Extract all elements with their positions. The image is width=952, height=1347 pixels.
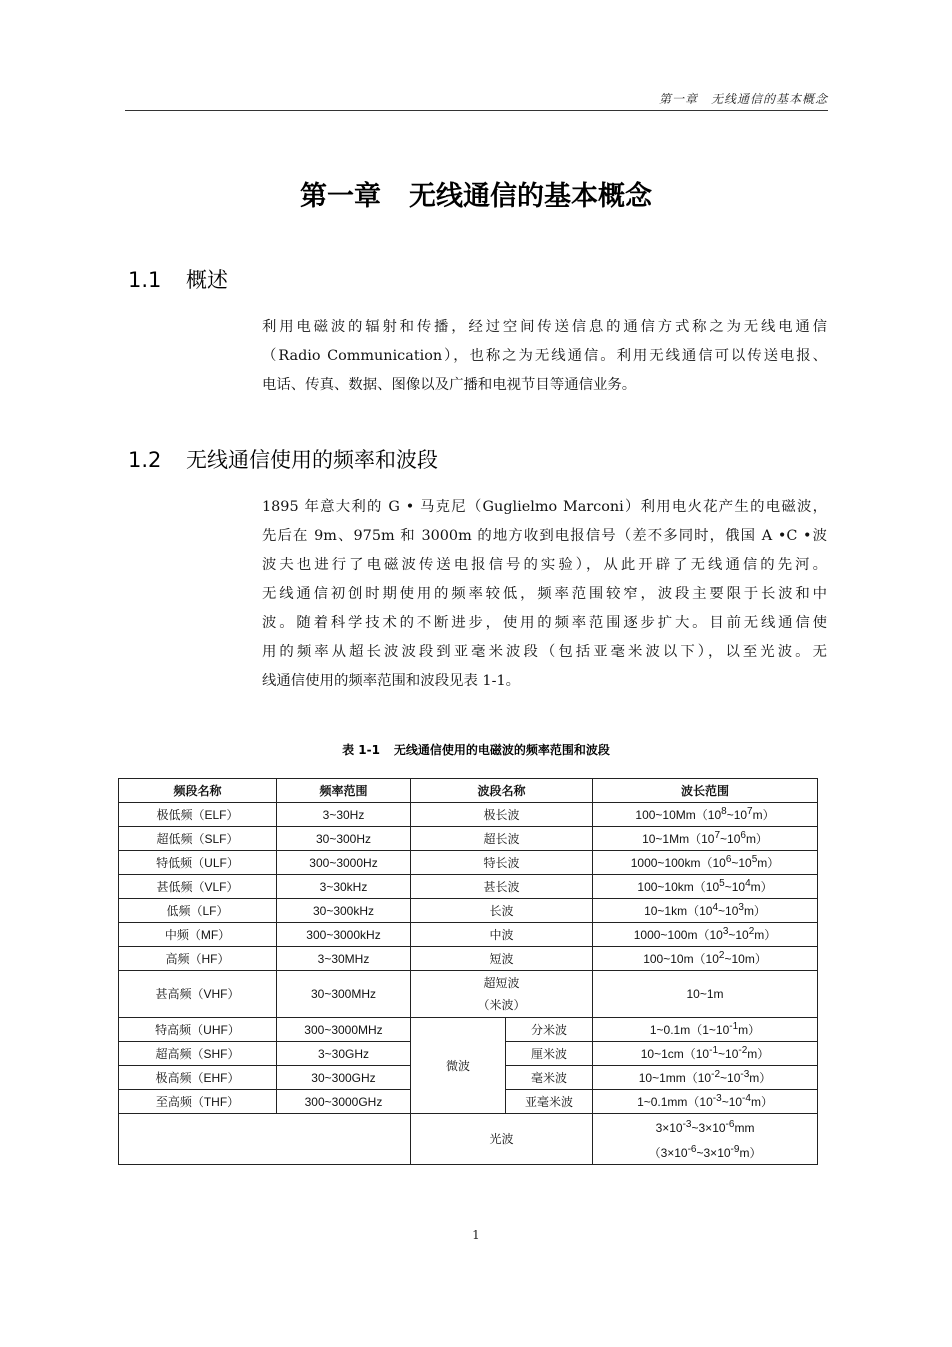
header-wave-band: 波段名称: [411, 779, 593, 803]
cell-frequency: 300~3000GHz: [277, 1090, 411, 1114]
paragraph-overview: [262, 313, 827, 400]
cell-frequency: 30~300MHz: [277, 971, 411, 1018]
cell-wave-band: 短波: [411, 947, 593, 971]
cell-frequency: 3~30GHz: [277, 1042, 411, 1066]
cell-wave-band: 分米波: [506, 1018, 593, 1042]
table-row: [119, 803, 818, 827]
cell-wavelength: 10~1m: [593, 971, 818, 1018]
table-row-vhf: [119, 971, 818, 1018]
cell-wavelength: $10\sim 1cm(10^{-1}\sim 10^{-2}m)$: [593, 1042, 818, 1066]
cell-microwave-group: 微波: [411, 1018, 506, 1114]
cell-band-name: 至高频（THF）: [119, 1090, 277, 1114]
table-row: [119, 851, 818, 875]
chapter-name: 无线通信的基本概念: [409, 181, 652, 212]
table-caption: [0, 741, 952, 758]
table-row: [119, 947, 818, 971]
cell-band-name: 极高频（EHF）: [119, 1066, 277, 1090]
cell-band-name: 特高频（UHF）: [119, 1018, 277, 1042]
header-band-name: 频段名称: [119, 779, 277, 803]
chapter-number: 第一章: [300, 181, 381, 212]
table-row-light: [119, 1114, 818, 1165]
table-row: [119, 875, 818, 899]
cell-band-name: 甚低频（VLF）: [119, 875, 277, 899]
section-title: 概述: [186, 268, 228, 292]
text-line: 用的频率从超长波波段到亚毫米波段（包括亚毫米波以下），以至光波。无: [262, 644, 827, 660]
section-heading-1-2: [128, 444, 438, 474]
text-line: 利用电磁波的辐射和传播，经过空间传送信息的通信方式称之为无线电通信: [262, 319, 827, 335]
header-wavelength-range: 波长范围: [593, 779, 818, 803]
cell-light-wave: 光波: [411, 1114, 593, 1165]
section-heading-1-1: [128, 264, 228, 294]
cell-band-name: 高频（HF）: [119, 947, 277, 971]
cell-wavelength: $10\sim 1Mm(10^7\sim 10^6m)$: [593, 827, 818, 851]
table-row: [119, 923, 818, 947]
cell-wave-band: 毫米波: [506, 1066, 593, 1090]
cell-frequency: 3~30kHz: [277, 875, 411, 899]
table-header-row: [119, 779, 818, 803]
table-row: [119, 1018, 818, 1042]
page-number: 1: [472, 1228, 480, 1242]
cell-band-name: 中频（MF）: [119, 923, 277, 947]
text-line: 线通信使用的频率范围和波段见表 1-1。: [262, 673, 520, 689]
cell-empty: [119, 1114, 411, 1165]
cell-wavelength: $10\sim 1km(10^4\sim 10^3m)$: [593, 899, 818, 923]
cell-wavelength: $100\sim 10Mm(10^8\sim 10^7m)$: [593, 803, 818, 827]
cell-wavelength: $1\sim 0.1mm(10^{-3}\sim 10^{-4}m)$: [593, 1090, 818, 1114]
frequency-band-table: [118, 778, 818, 1165]
cell-frequency: 30~300kHz: [277, 899, 411, 923]
header-frequency-range: 频率范围: [277, 779, 411, 803]
cell-wave-band: 特长波: [411, 851, 593, 875]
table-row: [119, 827, 818, 851]
text-line: 波夫也进行了电磁波传送电报信号的实验），从此开辟了无线通信的先河。: [262, 557, 827, 573]
table-title: 无线通信使用的电磁波的频率范围和波段: [393, 743, 610, 757]
cell-wavelength: $3\times 10^{-3}\sim 3\times 10^{-6}mm$ $(3\times 10^{-6}\sim 3\times 10^{-9}m)$: [593, 1114, 818, 1165]
cell-band-name: 超高频（SHF）: [119, 1042, 277, 1066]
cell-band-name: 超低频（SLF）: [119, 827, 277, 851]
section-number: 1.2: [128, 448, 162, 472]
text-line: （Radio Communication），也称之为无线通信。利用无线通信可以传送电报、: [262, 348, 827, 364]
table-number: 表 1-1: [342, 743, 380, 757]
cell-frequency: 300~3000MHz: [277, 1018, 411, 1042]
cell-frequency: 3~30MHz: [277, 947, 411, 971]
text-line: 1895 年意大利的 G • 马克尼（Guglielmo Marconi）利用电火花产生的电磁波，: [262, 499, 827, 515]
text-line: 波。随着科学技术的不断进步，使用的频率范围逐步扩大。目前无线通信使: [262, 615, 827, 631]
cell-wave-band: 超长波: [411, 827, 593, 851]
cell-wave-band: 长波: [411, 899, 593, 923]
cell-frequency: 30~300GHz: [277, 1066, 411, 1090]
cell-band-name: 极低频（ELF）: [119, 803, 277, 827]
cell-wavelength: $100\sim 10km(10^5\sim 10^4m)$: [593, 875, 818, 899]
cell-wave-band: 超短波 （米波）: [411, 971, 593, 1018]
cell-frequency: 300~3000Hz: [277, 851, 411, 875]
chapter-title: [0, 174, 952, 213]
cell-wavelength: $100\sim 10m(10^2\sim 10m)$: [593, 947, 818, 971]
text-line: 无线通信初创时期使用的频率较低，频率范围较窄，波段主要限于长波和中: [262, 586, 827, 602]
cell-wave-band: 厘米波: [506, 1042, 593, 1066]
text-line: 先后在 9m、975m 和 3000m 的地方收到电报信号（差不多同时，俄国 A •C •波: [262, 528, 827, 544]
cell-wave-band: 甚长波: [411, 875, 593, 899]
running-header: 第一章 无线通信的基本概念: [658, 92, 828, 106]
header-rule: [125, 110, 828, 111]
table-row: [119, 899, 818, 923]
cell-frequency: 3~30Hz: [277, 803, 411, 827]
cell-frequency: 30~300Hz: [277, 827, 411, 851]
section-title: 无线通信使用的频率和波段: [186, 448, 438, 472]
paragraph-frequency-history: [262, 493, 827, 696]
cell-band-name: 甚高频（VHF）: [119, 971, 277, 1018]
cell-wavelength: $1\sim 0.1m(1\sim 10^{-1}m)$: [593, 1018, 818, 1042]
cell-wavelength: $10\sim 1mm(10^{-2}\sim 10^{-3}m)$: [593, 1066, 818, 1090]
cell-band-name: 低频（LF）: [119, 899, 277, 923]
cell-wave-band: 亚毫米波: [506, 1090, 593, 1114]
cell-wave-band: 极长波: [411, 803, 593, 827]
cell-frequency: 300~3000kHz: [277, 923, 411, 947]
text-line: 电话、传真、数据、图像以及广播和电视节目等通信业务。: [262, 377, 637, 393]
cell-wave-band: 中波: [411, 923, 593, 947]
section-number: 1.1: [128, 268, 162, 292]
cell-wavelength: $1000\sim 100km(10^6\sim 10^5m)$: [593, 851, 818, 875]
cell-band-name: 特低频（ULF）: [119, 851, 277, 875]
cell-wavelength: $1000\sim 100m(10^3\sim 10^2m)$: [593, 923, 818, 947]
